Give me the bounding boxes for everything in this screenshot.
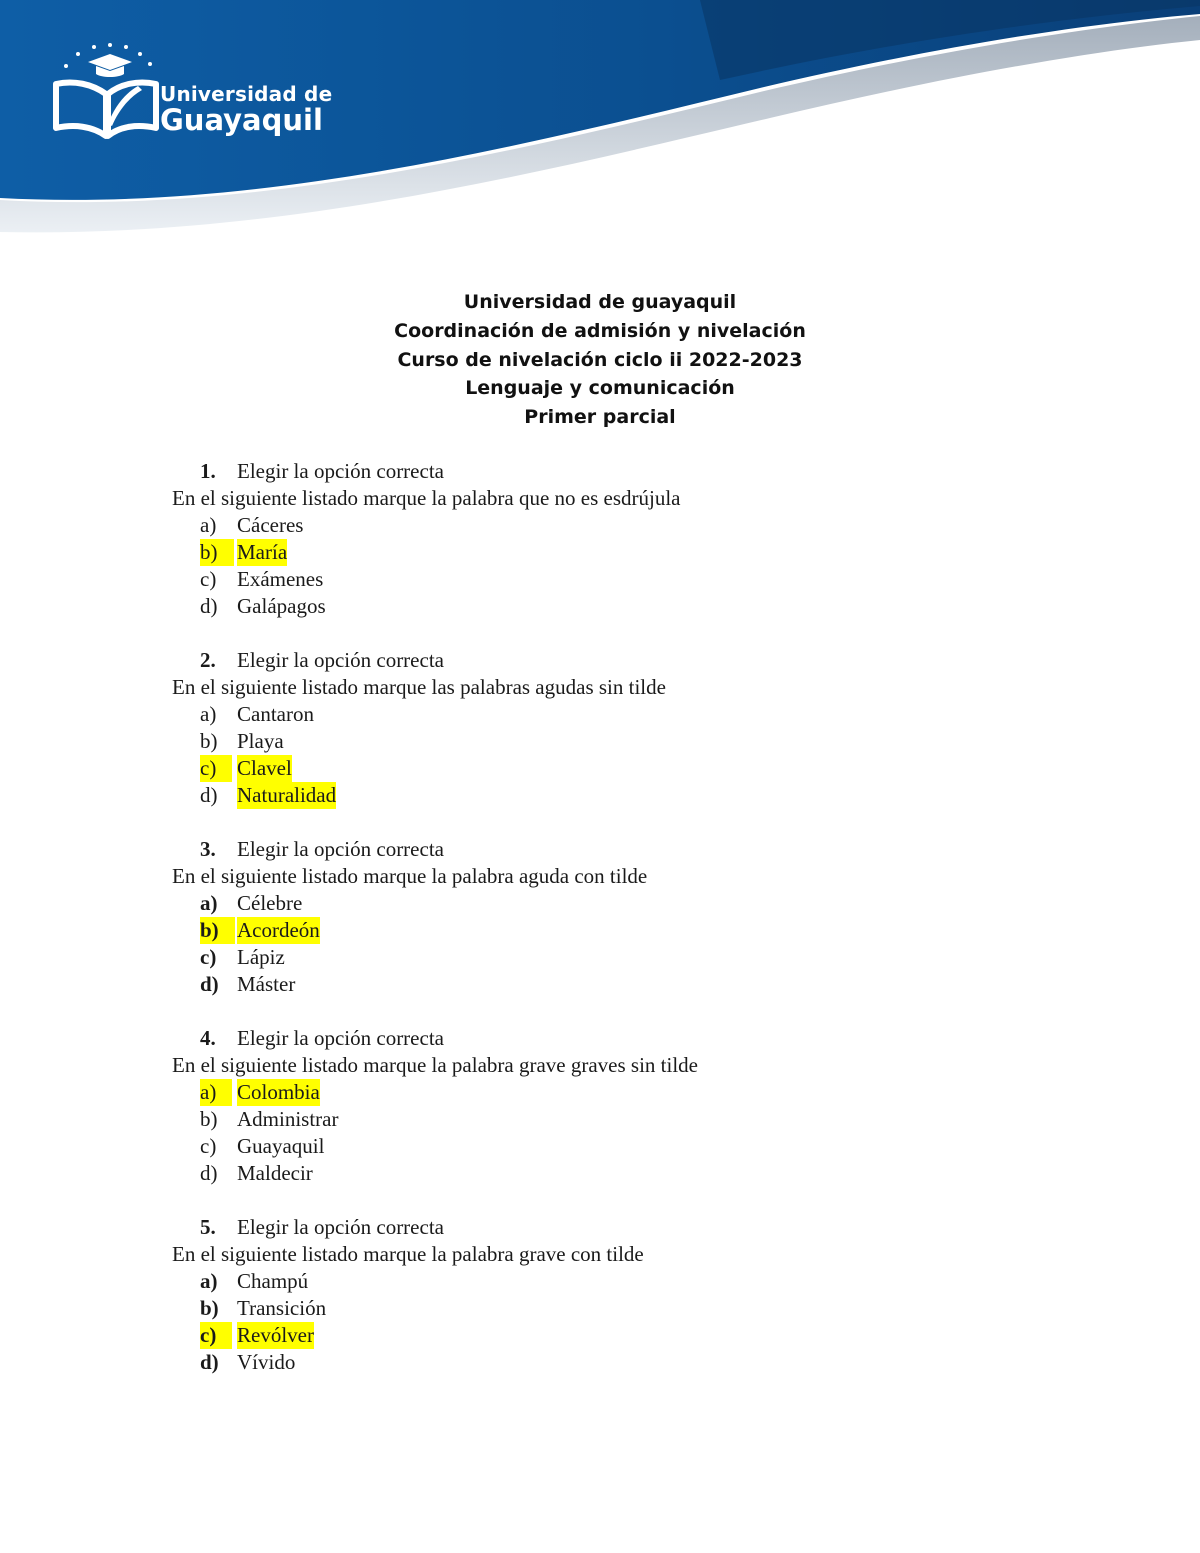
question-title-text: Elegir la opción correcta [237,837,444,861]
question-title [0,836,1200,863]
option-letter: a) [200,891,218,915]
option-b [0,1106,1200,1133]
option-text: Exámenes [237,567,324,591]
option-letter: c) [200,1134,217,1158]
question-instruction: En el siguiente listado marque la palabra grave graves sin tilde [172,1053,698,1077]
option-text: Revólver [237,1323,314,1347]
option-c [0,944,1200,971]
question-number: 2. [200,648,216,672]
option-c-highlighted [0,755,1200,782]
question-number: 3. [200,837,216,861]
option-letter: c) [200,567,217,591]
question-instruction: En el siguiente listado marque las palabras agudas sin tilde [172,675,666,699]
option-d [0,593,1200,620]
option-b-highlighted [0,917,1200,944]
header-course: Curso de nivelación ciclo ii 2022-2023 [397,348,803,371]
option-letter: b) [200,917,235,944]
option-text: Clavel [237,756,292,780]
option-a [0,890,1200,917]
option-text: Célebre [237,891,303,915]
option-letter: b) [200,539,234,566]
question-title [0,647,1200,674]
option-text: Administrar [237,1107,339,1131]
option-d [0,1160,1200,1187]
option-text: Transición [237,1296,327,1320]
option-text: Lápiz [237,945,285,969]
option-a-highlighted [0,1079,1200,1106]
option-letter: d) [200,972,219,996]
option-letter: d) [200,783,218,807]
option-text: Guayaquil [237,1134,325,1158]
option-text: Cantaron [237,702,314,726]
option-a [0,701,1200,728]
option-letter: c) [200,755,232,782]
option-b [0,1295,1200,1322]
option-letter: c) [200,1322,232,1349]
question-2 [0,647,1200,809]
option-letter: a) [200,513,217,537]
option-c-highlighted [0,1322,1200,1349]
option-b-highlighted [0,539,1200,566]
option-letter: d) [200,594,218,618]
option-c [0,1133,1200,1160]
option-text: Acordeón [237,918,320,942]
option-text: Máster [237,972,296,996]
header-coordination: Coordinación de admisión y nivelación [394,319,806,342]
header-university: Universidad de guayaquil [463,291,737,313]
option-letter: b) [200,729,218,753]
header-exam: Primer parcial [524,406,676,429]
question-number: 5. [200,1215,216,1239]
option-letter: a) [200,1269,218,1293]
option-text: Champú [237,1269,309,1293]
university-logo [52,40,342,140]
option-letter: a) [200,702,217,726]
question-instruction: En el siguiente listado marque la palabra grave con tilde [172,1242,644,1266]
question-title [0,458,1200,485]
question-title-text: Elegir la opción correcta [237,1215,444,1239]
option-d [0,971,1200,998]
option-text: Maldecir [237,1161,313,1185]
question-instruction: En el siguiente listado marque la palabra que no es esdrújula [172,486,681,510]
question-1 [0,458,1200,620]
question-instruction: En el siguiente listado marque la palabra aguda con tilde [172,864,648,888]
option-letter: c) [200,945,217,969]
book-icon [52,40,162,140]
option-d-highlighted [0,782,1200,809]
question-title-text: Elegir la opción correcta [237,1026,444,1050]
option-letter: d) [200,1161,218,1185]
option-c [0,566,1200,593]
question-title-text: Elegir la opción correcta [237,648,444,672]
university-wordmark [160,84,332,135]
option-letter: a) [200,1079,232,1106]
option-letter: d) [200,1350,219,1374]
header-subject: Lenguaje y comunicación [465,377,735,400]
option-text: Naturalidad [237,783,337,807]
question-title-text: Elegir la opción correcta [237,459,444,483]
option-text: Playa [237,729,284,753]
option-d [0,1349,1200,1376]
wordmark-line1: Universidad de [160,82,333,106]
option-letter: b) [200,1107,218,1131]
question-list [0,458,1200,1403]
question-4 [0,1025,1200,1187]
question-3 [0,836,1200,998]
option-text: Cáceres [237,513,304,537]
question-number: 1. [200,459,216,483]
question-title [0,1214,1200,1241]
option-text: Vívido [237,1350,296,1374]
question-5 [0,1214,1200,1376]
wordmark-line2: Guayaquil [160,103,323,137]
option-text: María [237,540,288,564]
option-b [0,728,1200,755]
option-letter: b) [200,1296,219,1320]
option-text: Colombia [237,1080,320,1104]
document-header [0,288,1200,432]
option-a [0,512,1200,539]
option-text: Galápagos [237,594,326,618]
question-title [0,1025,1200,1052]
option-a [0,1268,1200,1295]
question-number: 4. [200,1026,216,1050]
